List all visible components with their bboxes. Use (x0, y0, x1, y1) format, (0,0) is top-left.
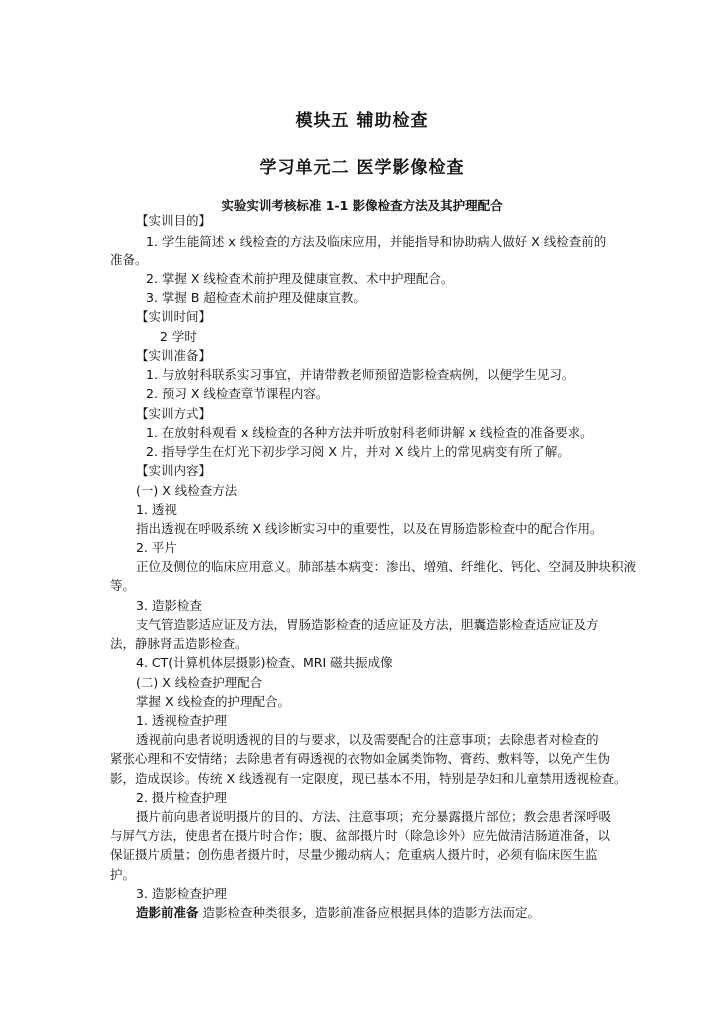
unit-title: 学习单元二 医学影像检查 (259, 158, 465, 178)
method-2: 2. 指导学生在灯光下初步学习阅 X 片，并对 X 线片上的常见病变有所了解。 (146, 444, 570, 459)
care-2-line1: 摄片前向患者说明摄片的目的、方法、注意事项；充分暴露摄片部位；教会患者深呼吸 (136, 809, 612, 824)
care-2-line2: 与屏气方法，使患者在摄片时合作；腹、盆部摄片时（除急诊外）应先做清洁肠道准备，以 (110, 828, 611, 843)
care-3-bold-term: 造影前准备 (136, 905, 199, 920)
care-1-title: 1. 透视检查护理 (136, 713, 227, 728)
objective-2: 2. 掌握 X 线检查术前护理及健康宣教、术中护理配合。 (146, 271, 454, 286)
content-heading: 【实训内容】 (136, 463, 212, 478)
objective-1-line1: 1. 学生能简述 x 线检查的方法及临床应用，并能指导和协助病人做好 X 线检查前的 (146, 234, 607, 249)
sub-2-line1: 正位及侧位的临床应用意义。肺部基本病变：渗出、增殖、纤维化、钙化、空洞及肿块积液 (136, 559, 637, 574)
care-2-line3: 保证摄片质量；创伤患者摄片时，尽量少搬动病人；危重病人摄片时，必须有临床医生监 (110, 847, 598, 862)
care-1-line3: 影，造成误诊。传统 X 线透视有一定限度，现已基本不用，特别是孕妇和儿童禁用透视检查。 (110, 771, 627, 786)
section-1-title: (一) X 线检查方法 (136, 483, 238, 498)
standard-title: 实验实训考核标准 1-1 影像检查方法及其护理配合 (221, 198, 503, 213)
preparation-2: 2. 预习 X 线检查章节课程内容。 (146, 386, 329, 401)
care-2-line4: 护。 (110, 867, 136, 882)
module-title: 模块五 辅助检查 (295, 111, 429, 131)
objective-1-line2: 准备。 (110, 252, 148, 267)
sub-3-line2: 法，静脉肾盂造影检查。 (110, 636, 248, 651)
care-2-title: 2. 摄片检查护理 (136, 790, 227, 805)
method-1: 1. 在放射科观看 x 线检查的各种方法并听放射科老师讲解 x 线检查的准备要求。 (146, 425, 593, 440)
objective-3: 3. 掌握 B 超检查术前护理及健康宣教。 (146, 290, 366, 305)
preparation-heading: 【实训准备】 (136, 348, 212, 363)
section-2-title: (二) X 线检查护理配合 (136, 675, 263, 690)
care-3-text: 造影检查种类很多，造影前准备应根据具体的造影方法而定。 (198, 905, 540, 920)
sub-1-title: 1. 透视 (136, 502, 177, 517)
care-3-title: 3. 造影检查护理 (136, 886, 227, 901)
care-3-paragraph (136, 905, 540, 921)
care-1-line1: 透视前向患者说明透视的目的与要求，以及需要配合的注意事项；去除患者对检查的 (136, 732, 599, 747)
preparation-1: 1. 与放射科联系实习事宜，并请带教老师预留造影检查病例，以便学生见习。 (146, 367, 575, 382)
care-1-line2: 紧张心理和不安情绪；去除患者有碍透视的衣物如金属类饰物、膏药、敷料等，以免产生伪 (110, 751, 611, 766)
sub-4-title: 4. CT(计算机体层摄影)检查、MRI 磁共振成像 (136, 655, 393, 670)
sub-1-text: 指出透视在呼吸系统 X 线诊断实习中的重要性，以及在胃肠造影检查中的配合作用。 (136, 521, 603, 536)
objectives-heading: 【实训目的】 (136, 213, 212, 228)
time-value: 2 学时 (160, 329, 197, 344)
section-2-text: 掌握 X 线检查的护理配合。 (136, 694, 291, 709)
sub-3-title: 3. 造影检查 (136, 598, 202, 613)
time-heading: 【实训时间】 (136, 309, 212, 324)
sub-2-line2: 等。 (110, 578, 136, 593)
sub-2-title: 2. 平片 (136, 540, 177, 555)
sub-3-line1: 支气管造影适应证及方法，胃肠造影检查的适应证及方法，胆囊造影检查适应证及方 (136, 617, 599, 632)
method-heading: 【实训方式】 (136, 406, 212, 421)
